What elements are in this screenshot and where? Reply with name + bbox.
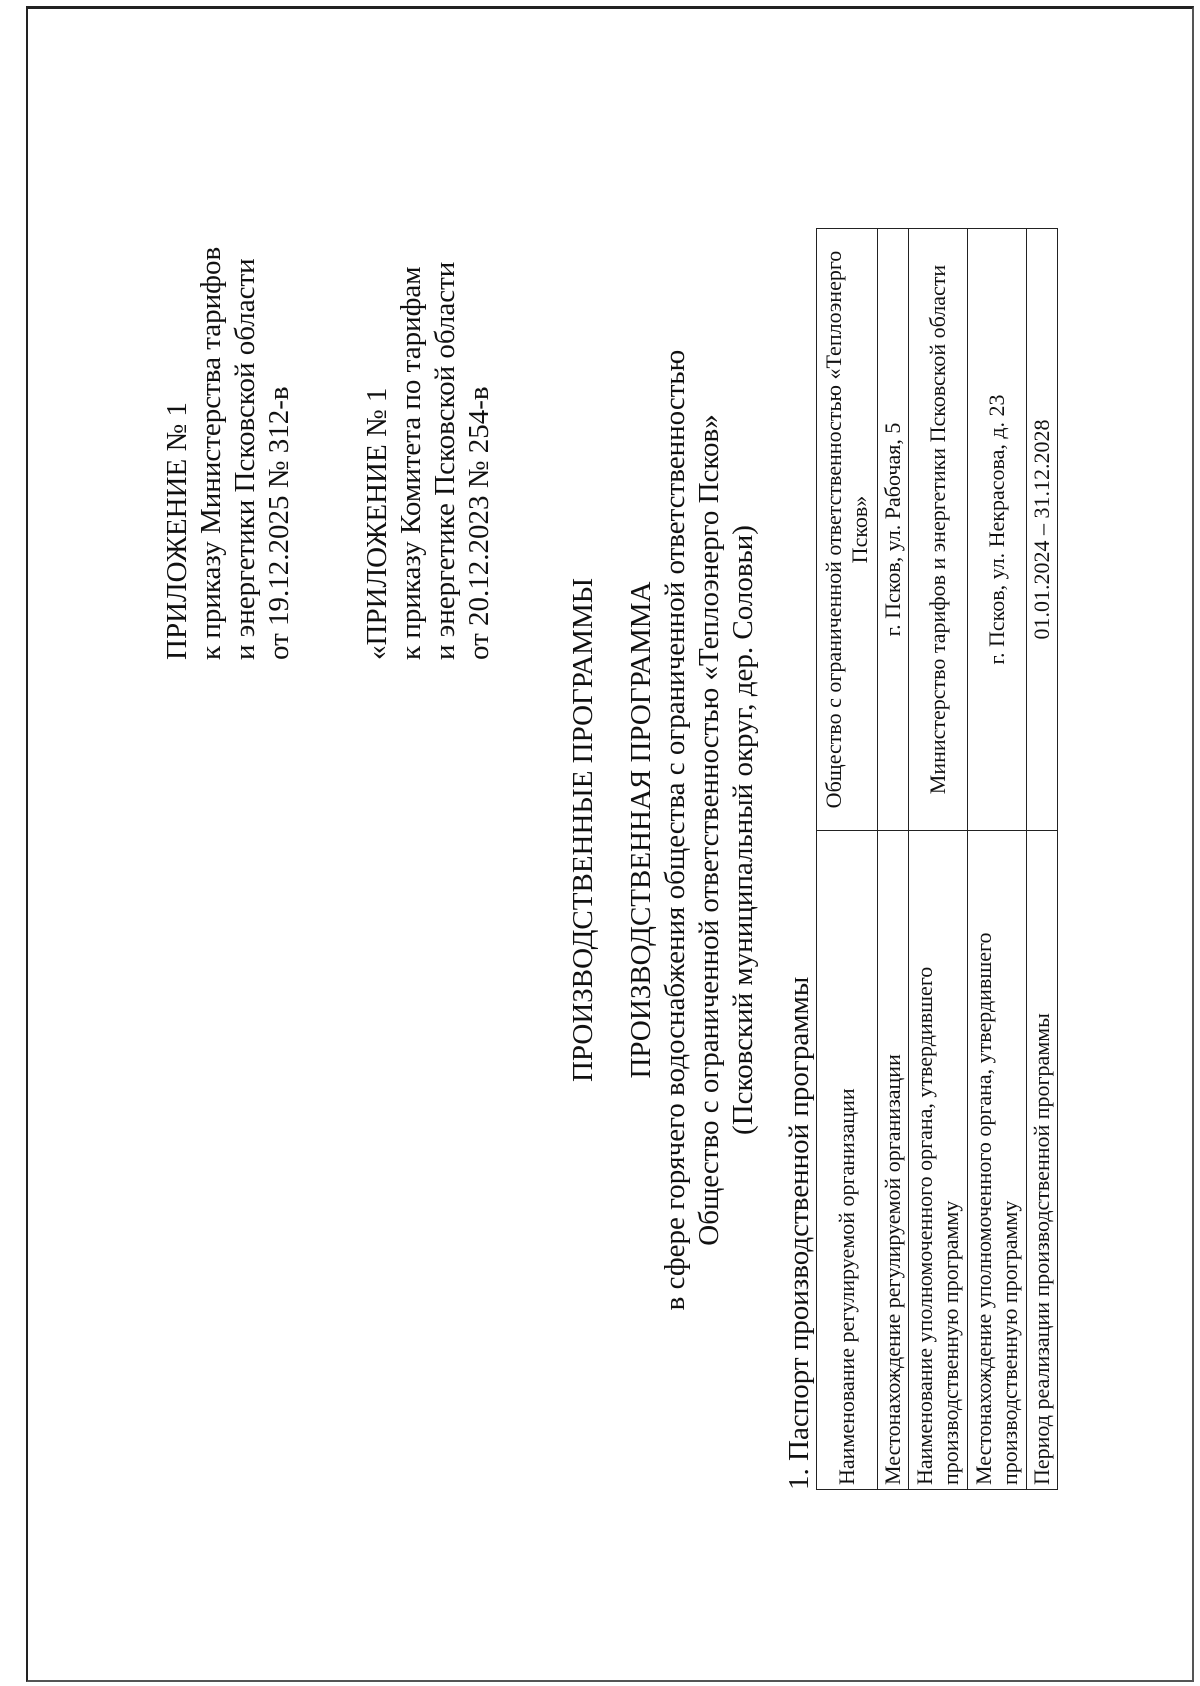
table-cell-label: Наименование регулируемой организации [817, 831, 878, 1490]
table-row [909, 229, 968, 1490]
location-line: (Псковский муниципальный округ, дер. Соловьи) [727, 525, 759, 1135]
program-title: ПРОИЗВОДСТВЕННАЯ ПРОГРАММА [625, 581, 657, 1079]
rotated-document-page [0, 20, 1200, 1660]
table-cell-label: Местонахождение регулируемой организации [878, 831, 909, 1490]
table-cell-value: 01.01.2024 – 31.12.2028 [1027, 229, 1058, 831]
passport-table [816, 228, 1058, 1490]
table-cell-label: Местонахождение уполномоченного органа, утвердившего производственную программу [968, 831, 1027, 1490]
section-heading: 1. Паспорт производственной программы [783, 976, 815, 1490]
table-cell-label: Период реализации производственной программы [1027, 831, 1058, 1490]
appendix-current-header: ПРИЛОЖЕНИЕ № 1 к приказу Министерства тарифов и энергетики Псковской области от 19.12.2025 № 312-в [161, 246, 295, 660]
organization-line: Общество с ограниченной ответственностью «Теплоэнерго Псков» [693, 414, 725, 1246]
table-row [968, 229, 1027, 1490]
table-cell-value: Общество с ограниченной ответственностью «Теплоэнерго Псков» [817, 229, 878, 831]
table-row [817, 229, 878, 1490]
appendix-previous-header: «ПРИЛОЖЕНИЕ № 1 к приказу Комитета по тарифам и энергетике Псковской области от 20.12.2023 № 254-в [361, 261, 495, 660]
title-block [566, 190, 760, 1470]
sphere-line: в сфере горячего водоснабжения общества с ограниченной ответственностью [659, 349, 691, 1311]
table-cell-label: Наименование уполномоченного органа, утвердившего производственную программу [909, 831, 968, 1490]
table-cell-value: г. Псков, ул. Некрасова, д. 23 [968, 229, 1027, 831]
table-row [1027, 229, 1058, 1490]
table-cell-value: г. Псков, ул. Рабочая, 5 [878, 229, 909, 831]
table-cell-value: Министерство тарифов и энергетики Псковской области [909, 229, 968, 831]
table-row [878, 229, 909, 1490]
main-title: ПРОИЗВОДСТВЕННЫЕ ПРОГРАММЫ [567, 577, 599, 1083]
